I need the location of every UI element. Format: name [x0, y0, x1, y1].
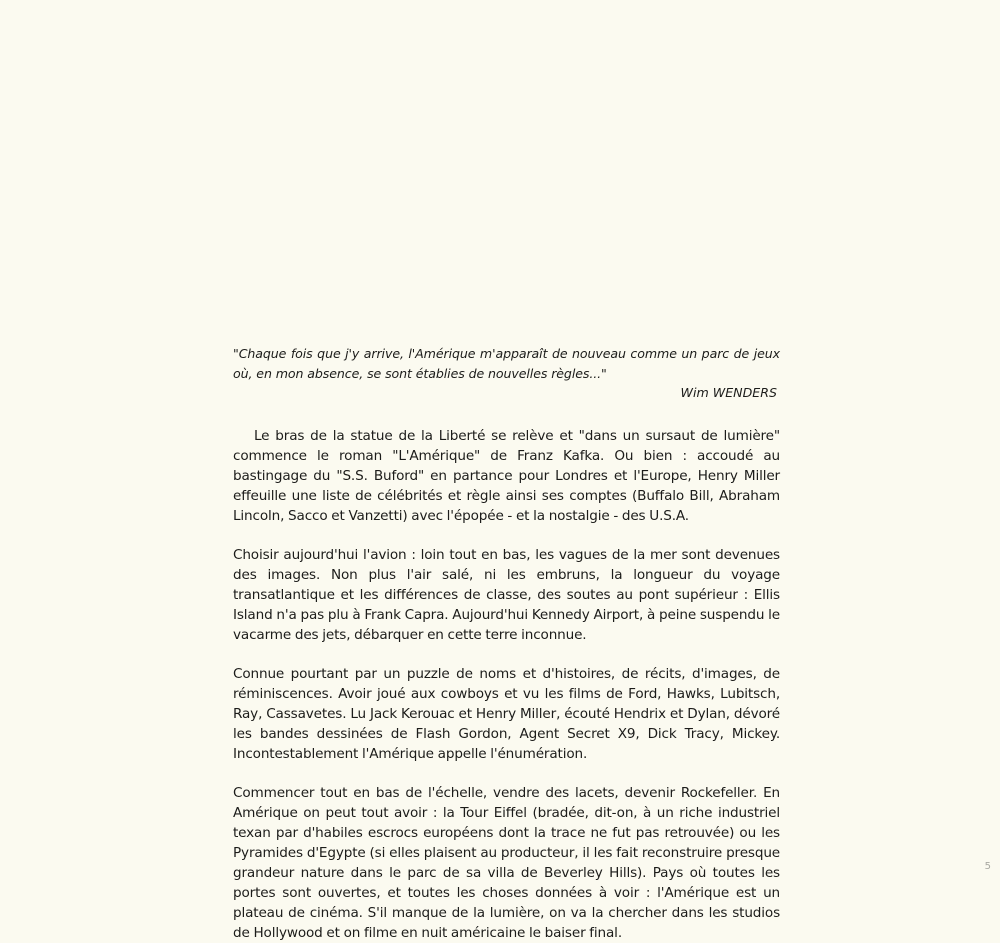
paragraph-2: Choisir aujourd'hui l'avion : loin tout en bas, les vagues de la mer sont devenues des images. Non plus l'air salé, ni les embruns, la longueur du voyage transatlantique et les différences de classe, des soutes au pont supérieur : Ellis Island n'a pas plu à Frank Capra. Aujourd'hui Kennedy Airport, à peine suspendu le vacarme des jets, débarquer en cette terre inconnue.: [233, 546, 780, 643]
paragraph-4: Commencer tout en bas de l'échelle, vendre des lacets, devenir Rockefeller. En Amérique on peut tout avoir : la Tour Eiffel (bradée, dit-on, à un riche industriel texan par d'habiles escrocs européens dont la trace ne fut pas retrouvée) ou les Pyramides d'Egypte (si elles plaisent au producteur, il les fait reconstruire presque grandeur nature dans le parc de sa villa de Beverley Hills). Pays où toutes les portes sont ouvertes, et toutes les choses données à voir : l'Amérique est un plateau de cinéma. S'il manque de la lumière, on va la chercher dans les studios de Hollywood et on filme en nuit américaine le baiser final.: [233, 784, 780, 941]
epigraph-author: Wim WENDERS: [680, 385, 777, 400]
paragraph-3: Connue pourtant par un puzzle de noms et d'histoires, de récits, d'images, de réminiscences. Avoir joué aux cowboys et vu les films de Ford, Hawks, Lubitsch, Ray, Cassavetes. Lu Jack Kerouac et Henry Miller, écouté Hendrix et Dylan, dévoré les bandes dessinées de Flash Gordon, Agent Secret X9, Dick Tracy, Mickey. Incontestablement l'Amérique appelle l'énumération.: [233, 665, 780, 762]
paragraph-1: Le bras de la statue de la Liberté se relève et "dans un sursaut de lumière" commence le roman "L'Amérique" de Franz Kafka. Ou bien : accoudé au bastingage du "S.S. Buford" en partance pour Londres et l'Europe, Henry Miller effeuille une liste de célébrités et règle ainsi ses comptes (Buffalo Bill, Abraham Lincoln, Sacco et Vanzetti) avec l'épopée - et la nostalgie - des U.S.A.: [233, 427, 780, 524]
text-column: [233, 344, 780, 943]
epigraph-quote: "Chaque fois que j'y arrive, l'Amérique m'apparaît de nouveau comme un parc de jeux où, en mon absence, se sont établies de nouvelles règles...": [233, 346, 780, 381]
page-number: 5: [984, 861, 991, 872]
